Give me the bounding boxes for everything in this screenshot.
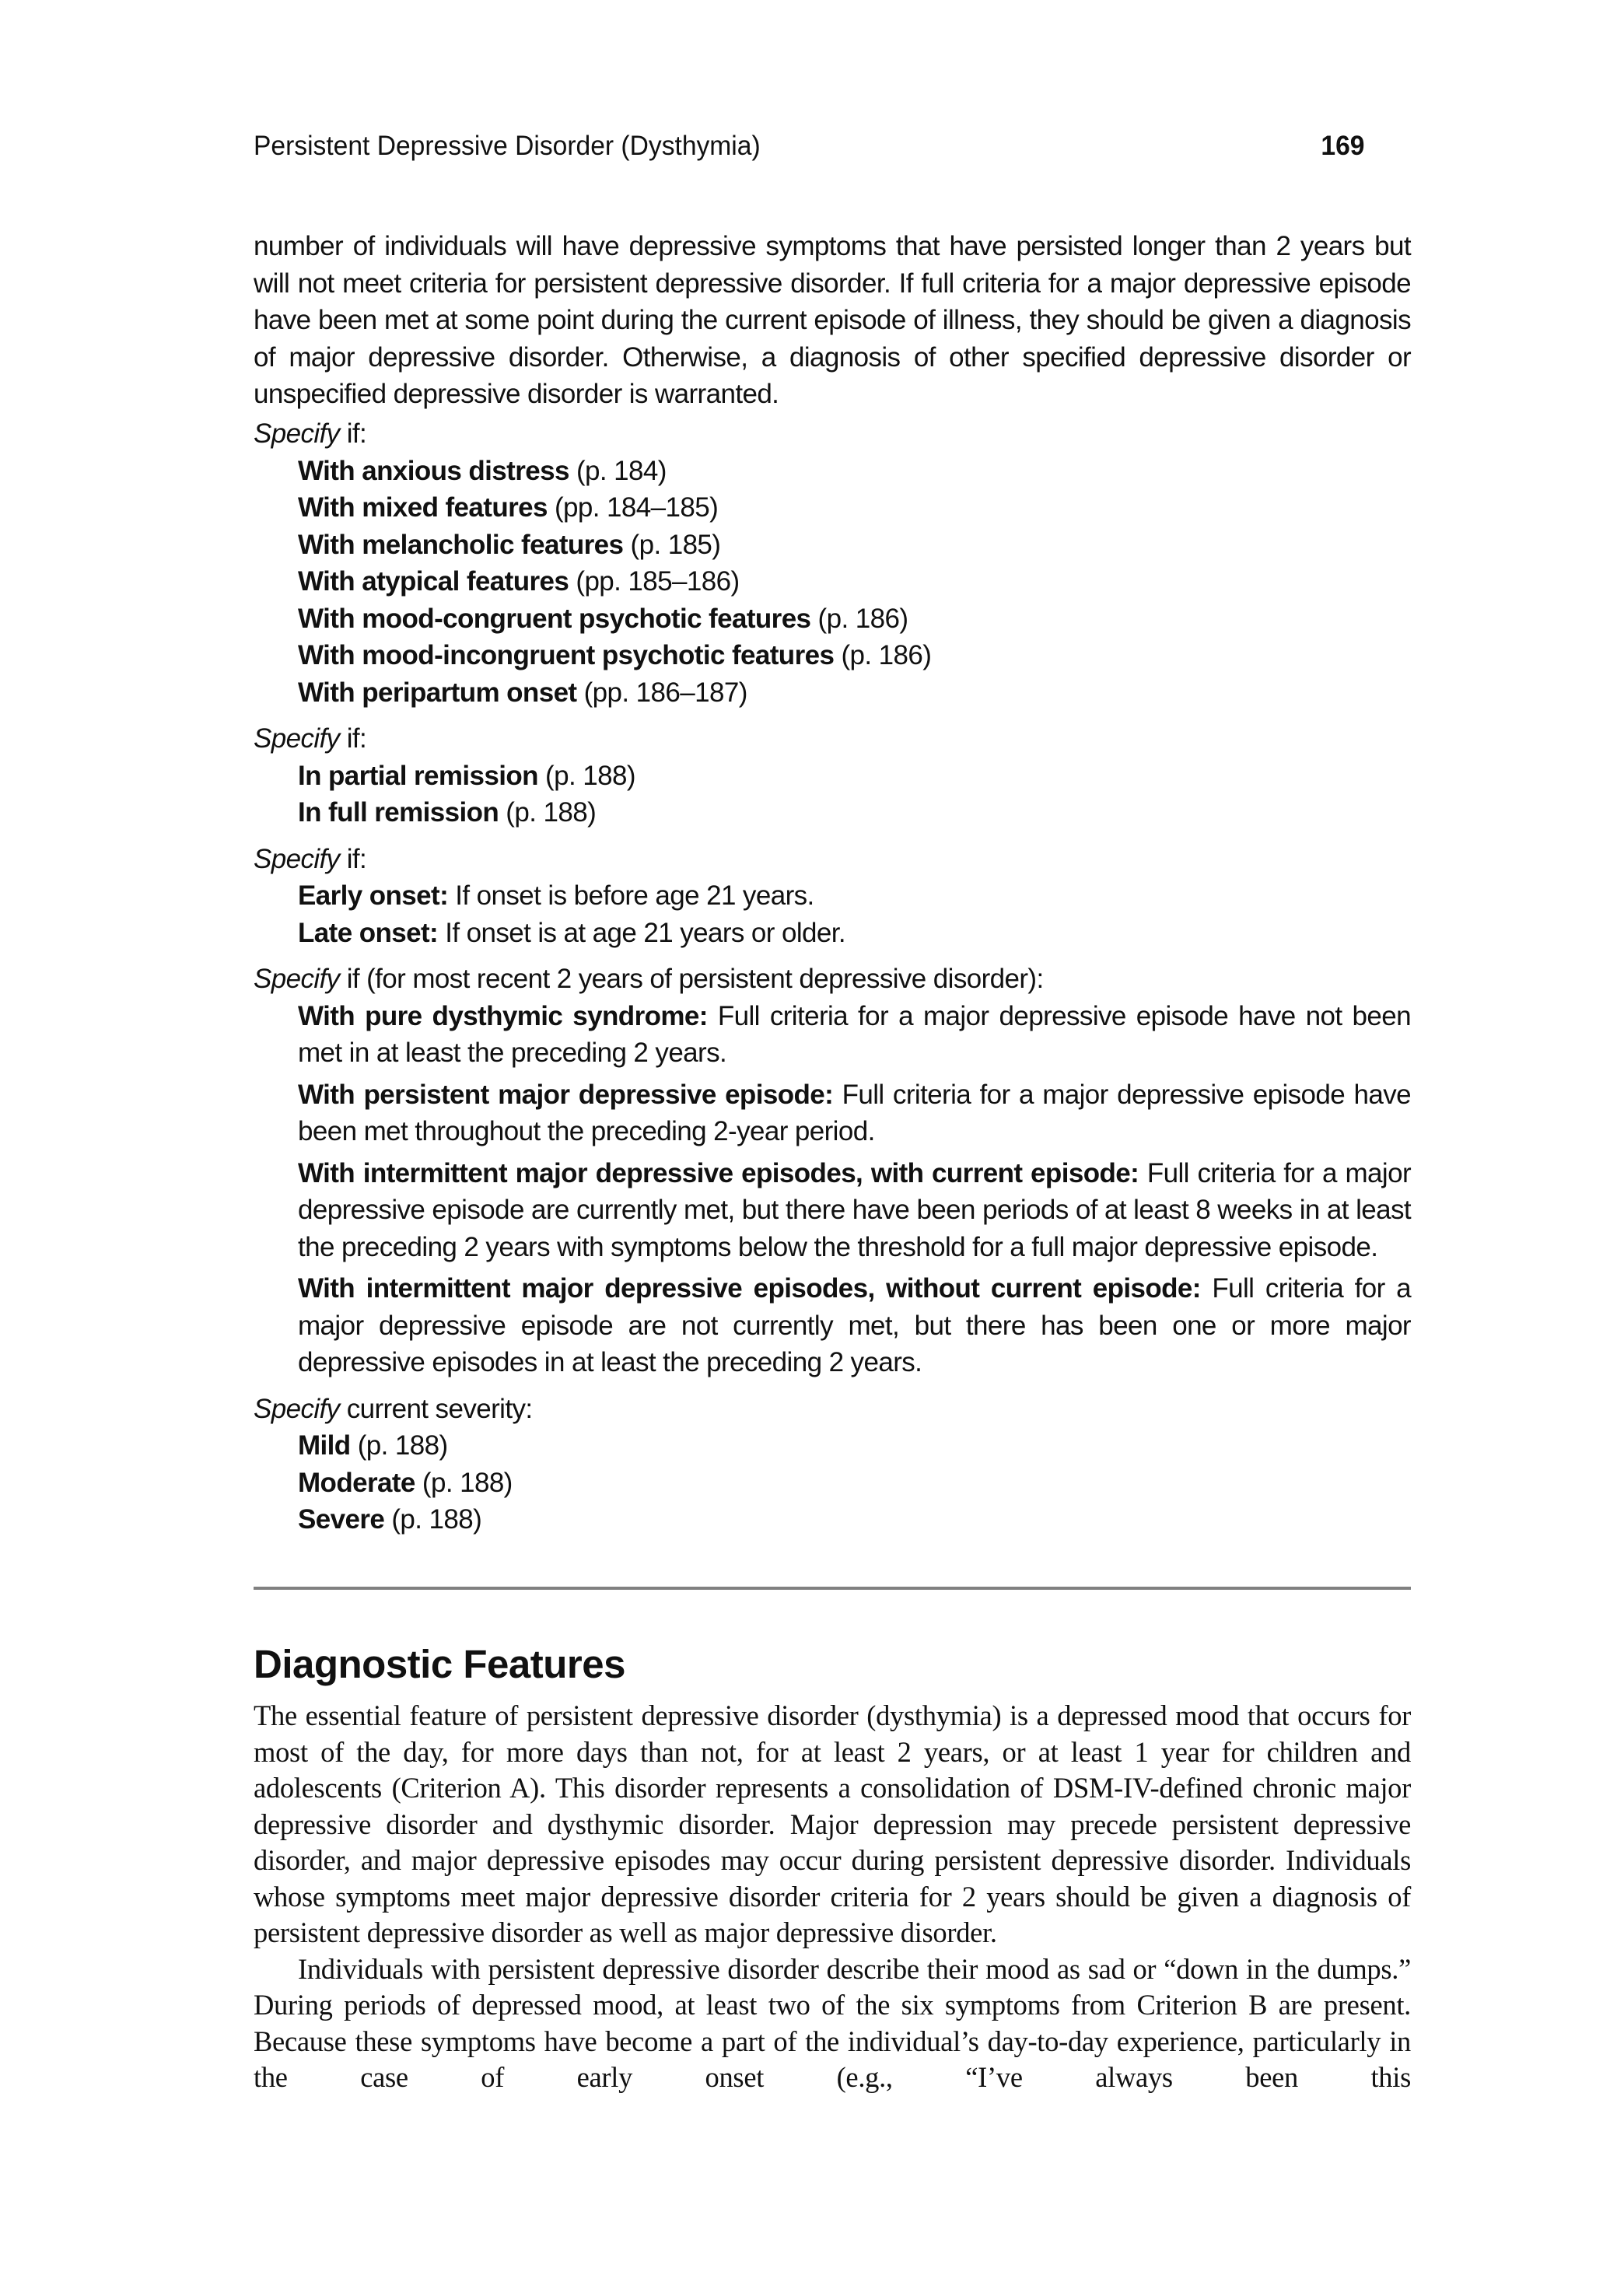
- specifier-item: With anxious distress (p. 184): [298, 455, 667, 486]
- specifier-item: Early onset: If onset is before age 21 years.: [298, 880, 814, 911]
- specifier-item: With persistent major depressive episode: Full criteria for a major depressive episode have been met throughout the preceding 2-year period.: [298, 1079, 1411, 1146]
- specifier-item: In partial remission (p. 188): [298, 760, 635, 791]
- specifier-group-onset: [254, 841, 1411, 952]
- specifier-item: Severe (p. 188): [298, 1504, 482, 1535]
- specifier-item: Late onset: If onset is at age 21 years or older.: [298, 917, 845, 948]
- specifier-item: With pure dysthymic syndrome: Full criteria for a major depressive episode have not been met in at least the preceding 2 years.: [298, 1000, 1412, 1068]
- running-header: [254, 131, 1364, 162]
- body-paragraph: The essential feature of persistent depressive disorder (dysthymia) is a depressed mood that occurs for most of the day, for more days than not, for at least 2 years, or at least 1 year for children and adolescents (Criterion A). This disorder represents a consolidation of DSM-IV-defined chronic major depressive disorder and dysthymic disorder. Major depression may precede persistent depressive disorder, and major depressive episodes may occur during persistent depressive disorder. Individuals whose symptoms meet major depressive disorder criteria for 2 years should be given a diagnosis of persistent depressive disorder as well as major depressive disorder.: [254, 1699, 1411, 1948]
- specifier-item: With intermittent major depressive episodes, without current episode: Full criteria for a major depressive episode are not currently met, but there has been one or more major depressive episodes in at least the preceding 2 years.: [298, 1273, 1411, 1377]
- page-number: 169: [1321, 131, 1365, 161]
- specifier-item: Mild (p. 188): [298, 1430, 448, 1461]
- specify-line: Specify if:: [254, 418, 367, 449]
- specifier-item: With intermittent major depressive episodes, with current episode: Full criteria for a major depressive episode are currently met, but there have been periods of at least 8 weeks in at least the preceding 2 years with symptoms below the threshold for a full major depressive episode.: [298, 1157, 1412, 1262]
- specifier-item: Moderate (p. 188): [298, 1467, 513, 1498]
- specifier-item: With mixed features (pp. 184–185): [298, 492, 719, 523]
- section-heading: Diagnostic Features: [254, 1642, 625, 1686]
- specifier-item: With mood-congruent psychotic features (p. 186): [298, 603, 908, 634]
- specify-line: Specify current severity:: [254, 1393, 533, 1424]
- section-body: [254, 1698, 1411, 2096]
- specify-line: Specify if:: [254, 843, 367, 874]
- specify-line: Specify if:: [254, 723, 367, 754]
- specifier-item: With mood-incongruent psychotic features (p. 186): [298, 640, 932, 670]
- specifier-list: [254, 415, 1411, 1538]
- specifier-group-course: [254, 961, 1411, 1381]
- specify-line: Specify if (for most recent 2 years of persistent depressive disorder):: [254, 964, 1044, 994]
- specifier-item: With peripartum onset (pp. 186–187): [298, 677, 747, 708]
- intro-paragraph: number of individuals will have depressive symptoms that have persisted longer than 2 years but will not meet criteria for persistent depressive disorder. If full criteria for a major depressive episode have been met at some point during the current episode of illness, they should be given a diagnosis of major depressive disorder. Otherwise, a diagnosis of other specified depressive disorder or unspecified depressive disorder is warranted.: [254, 231, 1411, 409]
- specifier-item: With atypical features (pp. 185–186): [298, 566, 740, 597]
- specifier-group-remission: [254, 720, 1411, 831]
- body-paragraph: Individuals with persistent depressive disorder describe their mood as sad or “down in the dumps.” During periods of depressed mood, at least two of the six symptoms from Criterion B are present. Because these symptoms have become a part of the individual’s day-to-day experience, particularly in the case of early onset (e.g., “I’ve always been this: [254, 1952, 1411, 2093]
- specifier-item: With melancholic features (p. 185): [298, 529, 721, 560]
- specifier-group-severity: [254, 1391, 1411, 1538]
- specifier-group-features: [254, 415, 1411, 711]
- running-title: Persistent Depressive Disorder (Dysthymia): [254, 131, 761, 161]
- specifier-item: In full remission (p. 188): [298, 797, 597, 828]
- section-divider: [254, 1587, 1411, 1590]
